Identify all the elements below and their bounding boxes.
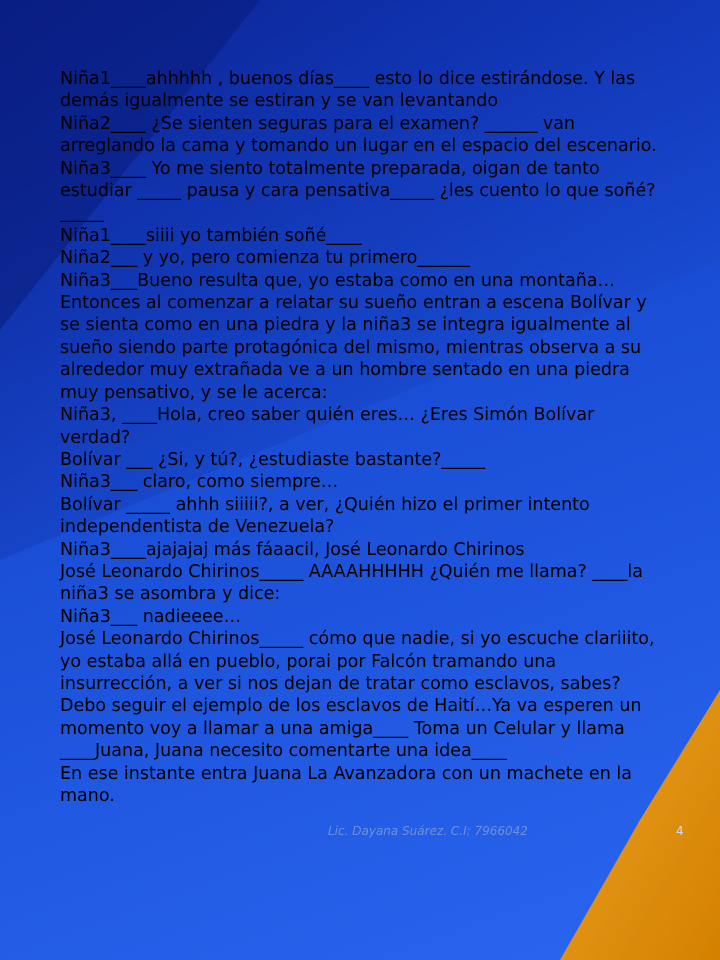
dialogue-line: Bolívar _____ ahhh siiiii?, a ver, ¿Quién hizo el primer intento independentista de Venezuela? <box>60 494 590 538</box>
dialogue-line: Niña3___Bueno resulta que, yo estaba como en una montaña… Entonces al comenzar a relatar su sueño entran a escena Bolívar y se sienta como en una piedra y la niña3 se integra igualmente al sueño siendo parte protagónica del mismo, mientras observa a su alrededor muy extrañada ve a un hombre sentado en una piedra muy pensativo, y se le acerca: <box>60 270 647 403</box>
page-number: 4 <box>676 824 684 838</box>
footer-author: Lic. Dayana Suárez. C.I: 7966042 <box>328 824 528 838</box>
dialogue-line: Niña1____siiii yo también soñé____ <box>60 225 362 246</box>
dialogue-line: Niña3, ____Hola, creo saber quién eres… ¿Eres Simón Bolívar verdad? <box>60 405 595 448</box>
dialogue-line: Niña3___ claro, como siempre… <box>60 472 339 493</box>
dialogue-line: Niña2____ ¿Se sienten seguras para el examen? ______ van arreglando la cama y tomando un lugar en el espacio del escenario. <box>60 113 657 157</box>
dialogue-line: En ese instante entra Juana La Avanzadora con un machete en la mano. <box>60 763 632 806</box>
dialogue-line: Niña1____ahhhhh , buenos días____ esto lo dice estirándose. Y las demás igualmente se estiran y se van levantando <box>60 69 636 112</box>
slide-body <box>60 68 660 807</box>
dialogue-line: José Leonardo Chirinos_____ cómo que nadie, si yo escuche clariiito, yo estaba allá en pueblo, porai por Falcón tramando una insurrección, a ver si nos dejan de tratar como esclavos, sabes? Debo seguir el ejemplo de los esclavos de Haití…Ya va esperen un momento voy a llamar a una amiga____ Toma un Celular y llama ____Juana, Juana necesito comentarte una idea____ <box>60 629 655 762</box>
dialogue-line: Niña2___ y yo, pero comienza tu primero______ <box>60 248 470 269</box>
dialogue-line: Niña3___ nadieeee… <box>60 606 242 627</box>
dialogue-line: José Leonardo Chirinos_____ AAAAHHHHH ¿Quién me llama? ____la niña3 se asombra y dice: <box>60 561 643 605</box>
dialogue-line: Bolívar ___ ¿Si, y tú?, ¿estudiaste bastante?_____ <box>60 449 486 470</box>
dialogue-line: Niña3____ajajajaj más fáaacil, José Leonardo Chirinos <box>60 539 525 560</box>
dialogue-line: Niña3____ Yo me siento totalmente preparada, oigan de tanto estudiar _____ pausa y cara pensativa_____ ¿les cuento lo que soñé?_____ <box>60 158 656 224</box>
